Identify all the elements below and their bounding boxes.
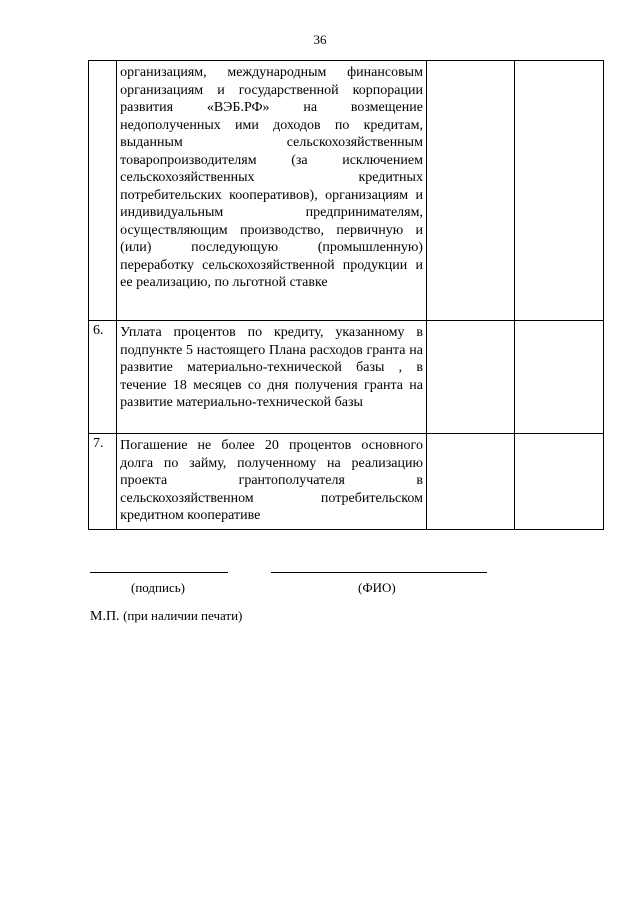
row-cell-col3 <box>426 61 515 321</box>
row-description: Погашение не более 20 процентов основного долга по займу, полученному на реализацию проекта грантополучателя в сельскохозяйственном потребительском кредитном кооперативе <box>117 434 427 530</box>
row-cell-col3 <box>426 321 515 434</box>
table-row <box>89 434 604 530</box>
stamp-label: М.П. <box>90 609 120 624</box>
full-name-caption: (ФИО) <box>358 580 396 595</box>
page-number: 36 <box>313 32 327 47</box>
signature-caption: (подпись) <box>131 580 185 595</box>
row-number: 6. <box>89 321 117 434</box>
row-number: 7. <box>89 434 117 530</box>
row-cell-col4 <box>515 61 604 321</box>
expense-plan-table <box>88 60 604 530</box>
row-cell-col3 <box>426 434 515 530</box>
row-description: организациям, международным финансовым организациям и государственной корпорации развития «ВЭБ.РФ» на возмещение недополученных ими доходов по кредитам, выданным сельскохозяйственным товаропроизводителям (за исключением сельскохозяйственных кредитных потребительских кооперативов), организациям и индивидуальным предпринимателям, осуществляющим производство, первичную и (или) последующую (промышленную) переработку сельскохозяйственной продукции и ее реализацию, по льготной ставке <box>117 61 427 321</box>
table-row <box>89 61 604 321</box>
row-description: Уплата процентов по кредиту, указанному в подпункте 5 настоящего Плана расходов гранта на развитие материально-технической базы , в течение 18 месяцев со дня получения гранта на развитие материально-технической базы <box>117 321 427 434</box>
stamp-note <box>90 608 242 625</box>
row-cell-col4 <box>515 321 604 434</box>
row-cell-col4 <box>515 434 604 530</box>
table-row <box>89 321 604 434</box>
full-name-line <box>271 572 487 573</box>
row-number <box>89 61 117 321</box>
stamp-condition: (при наличии печати) <box>123 608 243 623</box>
signature-line <box>90 572 228 573</box>
